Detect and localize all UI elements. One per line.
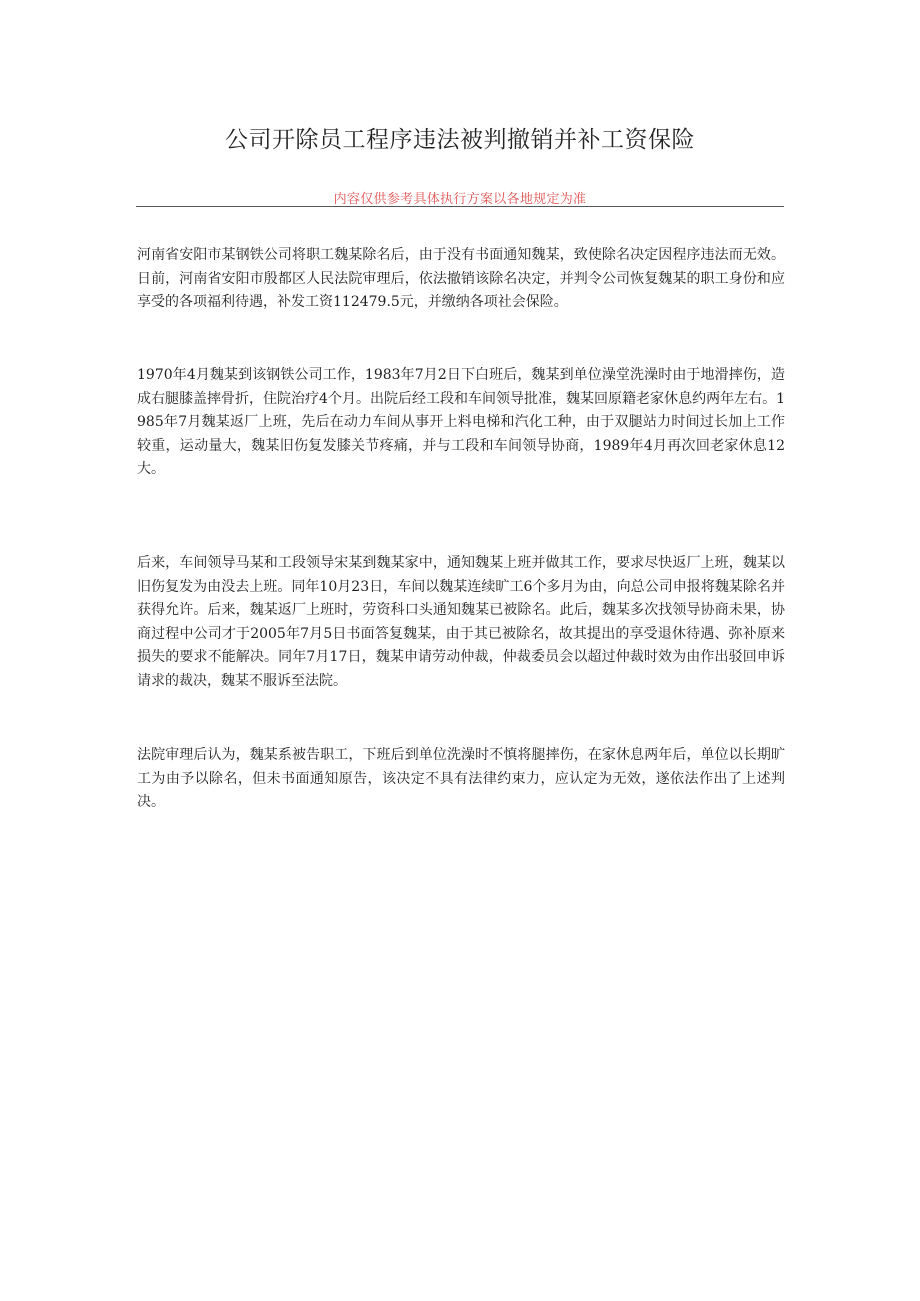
disclaimer-subtitle: 内容仅供参考具体执行方案以各地规定为准 [333, 192, 587, 207]
paragraph-4: 法院审理后认为，魏某系被告职工，下班后到单位洗澡时不慎将腿摔伤，在家休息两年后，单位以长期旷工为由予以除名，但未书面通知原告，该决定不具有法律约束力，应认定为无效，遂依法作出了上述判决。 [137, 747, 785, 810]
page-title: 公司开除员工程序违法被判撤销并补工资保险 [225, 127, 695, 153]
header-divider [136, 206, 784, 207]
paragraph-1: 河南省安阳市某钢铁公司将职工魏某除名后，由于没有书面通知魏某，致使除名决定因程序违法而无效。日前，河南省安阳市殷都区人民法院审理后，依法撤销该除名决定，并判令公司恢复魏某的职工身份和应享受的各项福利待遇，补发工资112479.5元，并缴纳各项社会保险。 [137, 247, 785, 310]
paragraph-2: 1970年4月魏某到该钢铁公司工作，1983年7月2日下白班后，魏某到单位澡堂洗澡时由于地滑摔伤，造成右腿膝盖摔骨折，住院治疗4个月。出院后经工段和车间领导批准，魏某回原籍老家休息约两年左右。1985年7月魏某返厂上班，先后在动力车间从事开上料电梯和汽化工种，由于双腿站力时间过长加上工作较重，运动量大，魏某旧伤复发膝关节疼痛，并与工段和车间领导协商，1989年4月再次回老家休息12大。 [137, 367, 785, 477]
paragraph-3: 后来，车间领导马某和工段领导宋某到魏某家中，通知魏某上班并做其工作，要求尽快返厂上班，魏某以旧伤复发为由没去上班。同年10月23日，车间以魏某连续旷工6个多月为由，向总公司申报将魏某除名并获得允许。后来，魏某返厂上班时，劳资科口头通知魏某已被除名。此后，魏某多次找领导协商未果，协商过程中公司才于2005年7月5日书面答复魏某，由于其已被除名，故其提出的享受退休待遇、弥补原来损失的要求不能解决。同年7月17日，魏某申请劳动仲裁，仲裁委员会以超过仲裁时效为由作出驳回申诉请求的裁决，魏某不服诉至法院。 [137, 555, 785, 689]
